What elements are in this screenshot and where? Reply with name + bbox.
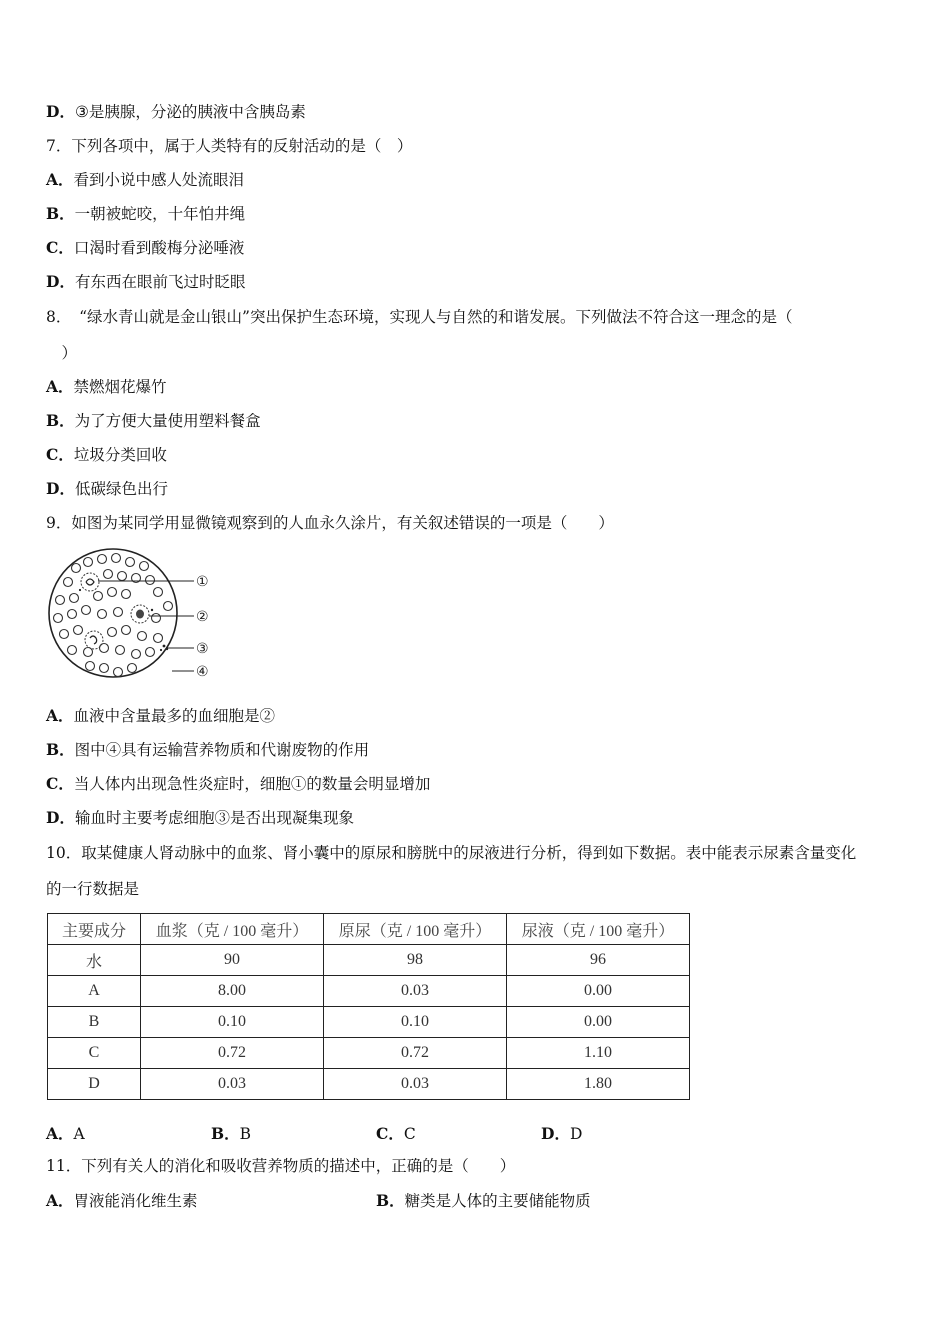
table-cell: B bbox=[48, 1007, 141, 1038]
table-cell: A bbox=[48, 976, 141, 1007]
q10-option-d: D．D bbox=[541, 1124, 583, 1143]
red-blood-cells bbox=[54, 554, 173, 677]
table-cell: D bbox=[48, 1069, 141, 1100]
table-cell: C bbox=[48, 1038, 141, 1069]
q6-option-d: D．③是胰腺，分泌的胰液中含胰岛素 bbox=[46, 102, 306, 121]
table-header-row bbox=[48, 914, 690, 945]
table-cell: 0.10 bbox=[141, 1007, 324, 1038]
kidney-data-table bbox=[47, 913, 690, 1100]
table-cell: 0.03 bbox=[324, 1069, 507, 1100]
table-cell: 90 bbox=[141, 945, 324, 976]
label-leader-lines bbox=[98, 581, 194, 671]
q9-option-c: C．当人体内出现急性炎症时，细胞①的数量会明显增加 bbox=[46, 774, 431, 793]
q9-stem: 9．如图为某同学用显微镜观察到的人血永久涂片，有关叙述错误的一项是（ ） bbox=[46, 514, 614, 532]
field-of-view-circle bbox=[49, 549, 177, 677]
q8-stem-line2: ） bbox=[46, 344, 78, 362]
table-cell: 1.10 bbox=[507, 1038, 690, 1069]
table-cell: 水 bbox=[48, 945, 141, 976]
q8-option-b: B．为了方便大量使用塑料餐盒 bbox=[46, 411, 261, 430]
table-row bbox=[48, 976, 690, 1007]
q11-option-a: A．胃液能消化维生素 bbox=[46, 1191, 198, 1210]
table-row bbox=[48, 945, 690, 976]
table-cell: 8.00 bbox=[141, 976, 324, 1007]
q9-option-b: B．图中④具有运输营养物质和代谢废物的作用 bbox=[46, 740, 370, 759]
label-4: ④ bbox=[196, 664, 209, 680]
white-blood-cells bbox=[81, 573, 149, 649]
table-header: 主要成分 bbox=[48, 914, 141, 945]
table-cell: 96 bbox=[507, 945, 690, 976]
label-2: ② bbox=[196, 609, 209, 625]
q10-stem-line2: 的一行数据是 bbox=[46, 880, 140, 898]
q11-option-b: B．糖类是人体的主要储能物质 bbox=[376, 1191, 591, 1210]
table-cell: 0.10 bbox=[324, 1007, 507, 1038]
q9-option-d: D．输血时主要考虑细胞③是否出现凝集现象 bbox=[46, 808, 354, 827]
table-cell: 0.72 bbox=[141, 1038, 324, 1069]
label-3: ③ bbox=[196, 641, 209, 657]
q8-option-d: D．低碳绿色出行 bbox=[46, 479, 168, 498]
q10-option-b: B．B bbox=[211, 1124, 251, 1143]
q8-option-a: A．禁燃烟花爆竹 bbox=[46, 377, 167, 396]
q7-option-a: A．看到小说中感人处流眼泪 bbox=[46, 170, 245, 189]
q7-stem: 7．下列各项中，属于人类特有的反射活动的是（ ） bbox=[46, 137, 413, 155]
q8-stem-line1: 8． “绿水青山就是金山银山”突出保护生态环境，实现人与自然的和谐发展。下列做法不符合这一理念的是（ bbox=[46, 308, 793, 326]
q7-option-c: C．口渴时看到酸梅分泌唾液 bbox=[46, 238, 245, 257]
table-cell: 0.00 bbox=[507, 1007, 690, 1038]
table-row bbox=[48, 1069, 690, 1100]
table-cell: 0.72 bbox=[324, 1038, 507, 1069]
table-header: 血浆（克 / 100 毫升） bbox=[141, 914, 324, 945]
table-header: 原尿（克 / 100 毫升） bbox=[324, 914, 507, 945]
table-cell: 98 bbox=[324, 945, 507, 976]
q7-option-b: B．一朝被蛇咬，十年怕井绳 bbox=[46, 204, 246, 223]
q8-option-c: C．垃圾分类回收 bbox=[46, 445, 167, 464]
label-1: ① bbox=[196, 574, 209, 590]
table-header: 尿液（克 / 100 毫升） bbox=[507, 914, 690, 945]
q10-option-c: C．C bbox=[376, 1124, 416, 1143]
q11-stem: 11．下列有关人的消化和吸收营养物质的描述中，正确的是（ ） bbox=[46, 1157, 516, 1175]
table-cell: 0.00 bbox=[507, 976, 690, 1007]
table-row bbox=[48, 1007, 690, 1038]
blood-smear-figure bbox=[46, 546, 226, 686]
q10-stem-line1: 10．取某健康人肾动脉中的血浆、肾小囊中的原尿和膀胱中的尿液进行分析，得到如下数据。表中能表示尿素含量变化 bbox=[46, 844, 857, 862]
table-row bbox=[48, 1038, 690, 1069]
table-cell: 0.03 bbox=[324, 976, 507, 1007]
q7-option-d: D．有东西在眼前飞过时眨眼 bbox=[46, 272, 246, 291]
q10-option-a: A．A bbox=[46, 1124, 85, 1143]
table-cell: 0.03 bbox=[141, 1069, 324, 1100]
table-cell: 1.80 bbox=[507, 1069, 690, 1100]
q9-option-a: A．血液中含量最多的血细胞是② bbox=[46, 706, 276, 725]
